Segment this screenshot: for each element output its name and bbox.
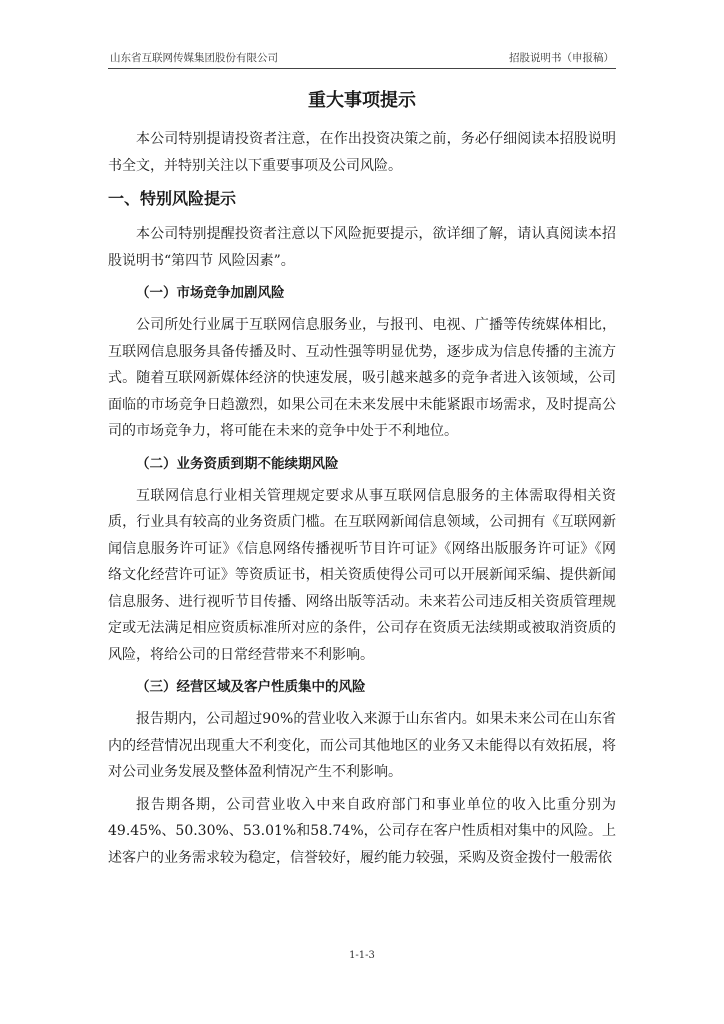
document-body	[108, 86, 616, 877]
page-title: 重大事项提示	[308, 90, 416, 111]
risk-paragraph-qualification-renewal: 互联网信息行业相关管理规定要求从事互联网信息服务的主体需取得相关资质，行业具有较高的业务资质门槛。在互联网新闻信息领域，公司拥有《互联网新闻信息服务许可证》《信息网络传播视听节目许可证》《网络出版服务许可证》《网络文化经营许可证》等资质证书，相关资质使得公司可以开展新闻采编、提供新闻信息服务、进行视听节目传播、网络出版等活动。未来若公司违反相关资质管理规定或无法满足相应资质标准所对应的条件，公司存在资质无法续期或被取消资质的风险，将给公司的日常经营带来不利影响。	[108, 487, 616, 663]
risk-paragraph-region-concentration: 报告期内，公司超过90%的营业收入来源于山东省内。如果未来公司在山东省内的经营情况出现重大不利变化，而公司其他地区的业务又未能得以有效拓展，将对公司业务发展及整体盈利情况产生不利影响。	[108, 711, 616, 780]
page-header	[108, 48, 616, 69]
risk-heading-qualification-renewal: （二）业务资质到期不能续期风险	[136, 455, 339, 472]
risk-heading-market-competition: （一）市场竞争加剧风险	[136, 285, 285, 301]
risk-paragraph-market-competition: 公司所处行业属于互联网信息服务业，与报刊、电视、广播等传统媒体相比，互联网信息服务具备传播及时、互动性强等明显优势，逐步成为信息传播的主流方式。随着互联网新媒体经济的快速发展，吸引越来越多的竞争者进入该领域，公司面临的市场竞争日趋激烈，如果公司在未来发展中未能紧跟市场需求，及时提高公司的市场竞争力，将可能在未来的竞争中处于不利地位。	[108, 317, 616, 439]
section-intro-paragraph: 本公司特别提醒投资者注意以下风险扼要提示，欲详细了解，请认真阅读本招股说明书“第四节 风险因素”。	[108, 226, 616, 269]
section-heading-special-risk: 一、特别风险提示	[108, 189, 237, 208]
header-document-type: 招股说明书（申报稿）	[509, 52, 614, 64]
header-company-name: 山东省互联网传媒集团股份有限公司	[110, 52, 278, 64]
intro-paragraph: 本公司特别提请投资者注意，在作出投资决策之前，务必仔细阅读本招股说明书全文，并特别关注以下重要事项及公司风险。	[108, 131, 616, 174]
page-number: 1-1-3	[349, 950, 375, 961]
risk-paragraph-customer-concentration: 报告期各期，公司营业收入中来自政府部门和事业单位的收入比重分别为49.45%、50.30%、53.01%和58.74%，公司存在客户性质相对集中的风险。上述客户的业务需求较为稳定，信誉较好，履约能力较强，采购及资金拨付一般需依	[108, 796, 616, 866]
risk-heading-region-customer-concentration: （三）经营区域及客户性质集中的风险	[136, 679, 366, 695]
